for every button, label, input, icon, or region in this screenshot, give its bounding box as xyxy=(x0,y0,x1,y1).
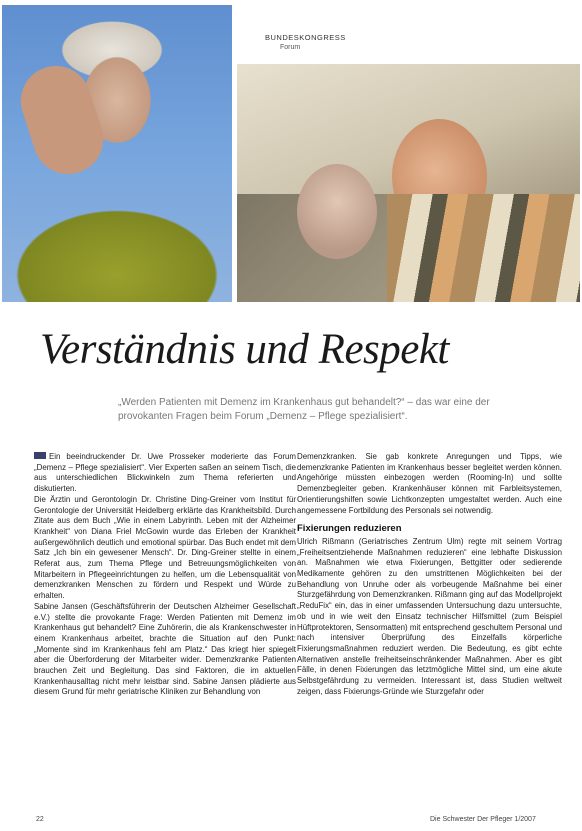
magazine-footer: Die Schwester Der Pfleger 1/2007 xyxy=(430,816,536,823)
quilt xyxy=(387,194,580,302)
right-column xyxy=(297,452,562,697)
page-number: 22 xyxy=(36,816,44,823)
paragraph: Sabine Jansen (Geschäftsführerin der Deutschen Alzheimer Gesellschaft e.V.) stellte die provokante Frage: Werden Patienten mit Demenz im Krankenhaus gut behandelt? Eine Zuhörerin, die als Krankenschwester in einem Krankenhaus arbeitet, brachte die Situation auf den Punkt: „Momente sind im Krankenhaus fehl am Platz.“ Das kriegt hier spiegelt aber die Überforderung der Mitarbeiter wider. Demenzkranke Patienten brauchen Zeit und Begleitung. Das sind Faktoren, die im aktuellen Krankenhausalltag nicht mehr leistbar sind. Sabine Jansen plädierte aus diesem Grund für mehr geriatrische Kliniken zur Behandlung von xyxy=(34,601,296,697)
section-title: BUNDESKONGRESS xyxy=(265,33,346,42)
subheading: Fixierungen reduzieren xyxy=(297,523,402,535)
paragraph: Die Ärztin und Gerontologin Dr. Christine Ding-Greiner vom Institut für Gerontologie der Universität Heidelberg erklärte das Krankheitsbild. Durch Zitate aus dem Buch „Wie in einem Labyrinth. Leben mit der Alzheimer Krankheit“ von Diana Friel McGowin wurde das Erleben der Krankheit außergewöhnlich deutlich und emotional spürbar. Das Buch endet mit dem Satz „Ich bin ein gewesener Mensch“. Dr. Ding-Greiner stellte in einem Referat aus, zum Thema Pflege und Betreuungsmöglichkeiten von Mitarbeitern in Pflegeeinrichtungen zu helfen, um die Lebensqualität von demenzkranken Menschen zu fördern und Respekt und Würde zu erhalten. xyxy=(34,494,296,601)
left-column xyxy=(34,452,296,698)
photo-couple-in-bed xyxy=(237,64,580,302)
article-lede: „Werden Patienten mit Demenz im Krankenhaus gut behandelt?“ – das war eine der provokanten Fragen beim Forum „Demenz – Pflege spezialisiert“. xyxy=(118,397,490,422)
paragraph: Ulrich Rißmann (Geriatrisches Zentrum Ulm) regte mit seinem Vortrag „Freiheitsentziehende Maßnahmen reduzieren“ eine lebhafte Diskussion an. Maßnahmen wie etwa Fixierungen, Bettgitter oder sedierende Medikamente gehören zu den umstrittenen Möglichkeiten bei der Behandlung von Unruhe oder als vorbeugende Maßnahme bei einer Sturzgefährdung von Demenzkranken. Rißmann ging auf das Modellprojekt „ReduFix“ ein, das in einer umfassenden Untersuchung dazu untersuchte, ob und in wie weit den Einsatz technischer Hilfsmittel (zum Beispiel Hüftprotektoren, Sensormatten) mit entsprechend geschultem Personal und nach intensiver Überprüfung des Einzelfalls körperliche Fixierungsmaßnahmen reduziert werden. Die Bedeutung, es gibt echte Alternativen anstelle freiheitseinschränkender Maßnahmen. Aber es gibt Fälle, in denen Fixierungen das letztmögliche Mittel sind, um eine akute Selbstgefährdung zu vermeiden. Interessant ist, dass Studien weltweit zeigen, dass Fixierungs-Gründe wie Sturzgefahr oder xyxy=(297,536,562,696)
lead-marker xyxy=(34,452,46,459)
paragraph: Ein beeindruckender Dr. Uwe Prosseker moderierte das Forum „Demenz – Pflege spezialisiert“. Vier Experten saßen an seinem Tisch, die aus unterschiedlichen Blickwinkeln zum Thema referierten und diskutierten. xyxy=(34,452,296,494)
section-subtitle: Forum xyxy=(280,44,301,51)
paragraph: Demenzkranken. Sie gab konkrete Anregungen und Tipps, wie demenzkranke Patienten im Krankenhaus besser begleitet werden können. Angehörige müssten einbezogen werden (Rooming-In) und sollte Demenzbegleiter geben. Krankenhäuser können mit Farbleitsystemen, Orientierungshilfen sowie Lichtkonzepten umgestaltet werden. Auch eine angemessene Fortbildung des Personals sei notwendig. xyxy=(297,452,562,515)
woman-head xyxy=(297,164,377,259)
photo-elderly-woman xyxy=(2,5,232,302)
hand-shape xyxy=(12,57,113,183)
article-headline: Verständnis und Respekt xyxy=(40,326,449,373)
